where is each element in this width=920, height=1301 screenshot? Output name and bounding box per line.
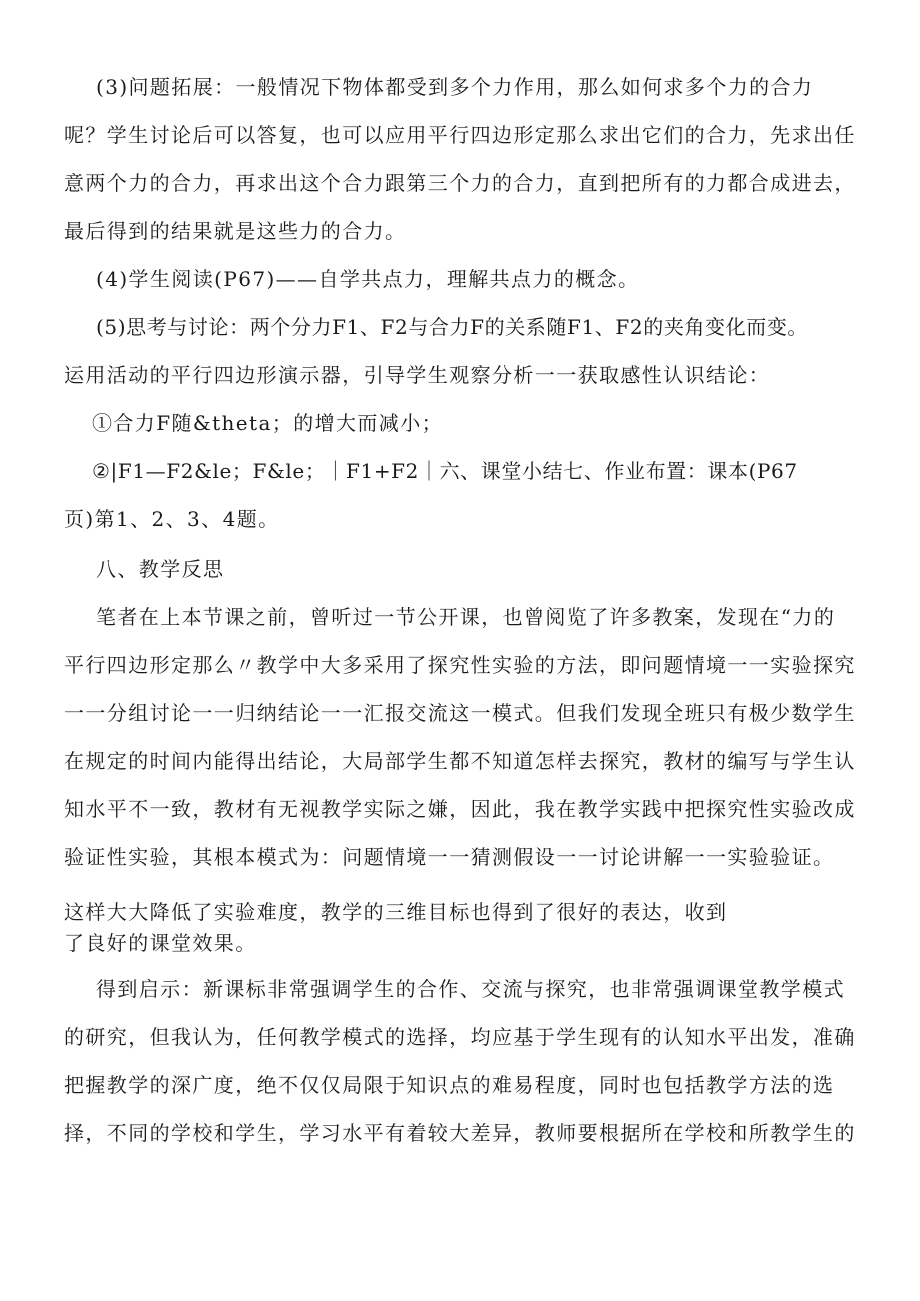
paragraph-line: 一一分组讨论一一归纳结论一一汇报交流这一模式。但我们发现全班只有极少数学生 (64, 701, 856, 725)
paragraph-line: 择，不同的学校和学生，学习水平有着较大差异，教师要根据所在学校和所教学生的 (64, 1121, 856, 1145)
paragraph-line: 了良好的课堂效果。 (64, 931, 257, 955)
list-item: ①合力F随&theta；的增大而减小； (92, 411, 443, 435)
paragraph-line: 得到启示：新课标非常强调学生的合作、交流与探究，也非常强调课堂教学模式 (96, 977, 845, 1001)
list-item: ②|F1—F2&le；F&le；｜F1+F2｜六、课堂小结七、作业布置：课本(P67 (92, 459, 798, 483)
paragraph-line: 运用活动的平行四边形演示器，引导学生观察分析一一获取感性认识结论： (64, 363, 771, 387)
paragraph-line: 笔者在上本节课之前，曾听过一节公开课，也曾阅览了许多教案，发现在“力的 (96, 605, 836, 629)
paragraph-line: 在规定的时间内能得出结论，大局部学生都不知道怎样去探究，教材的编写与学生认 (64, 749, 856, 773)
paragraph-line: 意两个力的合力，再求出这个合力跟第三个力的合力，直到把所有的力都合成进去， (64, 171, 856, 195)
paragraph-line: 的研究，但我认为，任何教学模式的选择，均应基于学生现有的认知水平出发，准确 (64, 1025, 856, 1049)
paragraph-line: (5)思考与讨论：两个分力F1、F2与合力F的关系随F1、F2的夹角变化而变。 (96, 315, 809, 339)
paragraph-line: 把握教学的深广度，绝不仅仅局限于知识点的难易程度，同时也包括教学方法的选 (64, 1073, 835, 1097)
paragraph-line: 验证性实验，其根本模式为：问题情境一一猜测假设一一讨论讲解一一实验验证。 (64, 845, 835, 869)
paragraph-line: 页)第1、2、3、4题。 (64, 507, 280, 531)
paragraph-line: (4)学生阅读(P67)——自学共点力，理解共点力的概念。 (96, 267, 640, 291)
paragraph-line: 呢？学生讨论后可以答复，也可以应用平行四边形定那么求出它们的合力，先求出任 (64, 123, 856, 147)
paragraph-line: 这样大大降低了实验难度，教学的三维目标也得到了很好的表达，收到 (64, 900, 728, 924)
paragraph-line: 知水平不一致，教材有无视教学实际之嫌，因此，我在教学实践中把探究性实验改成 (64, 797, 856, 821)
paragraph-line: 最后得到的结果就是这些力的合力。 (64, 219, 407, 243)
paragraph-line: (3)问题拓展：一般情况下物体都受到多个力作用，那么如何求多个力的合力 (96, 75, 814, 99)
section-heading: 八、教学反思 (96, 557, 225, 581)
paragraph-line: 平行四边形定那么〃教学中大多采用了探究性实验的方法，即问题情境一一实验探究 (64, 653, 856, 677)
